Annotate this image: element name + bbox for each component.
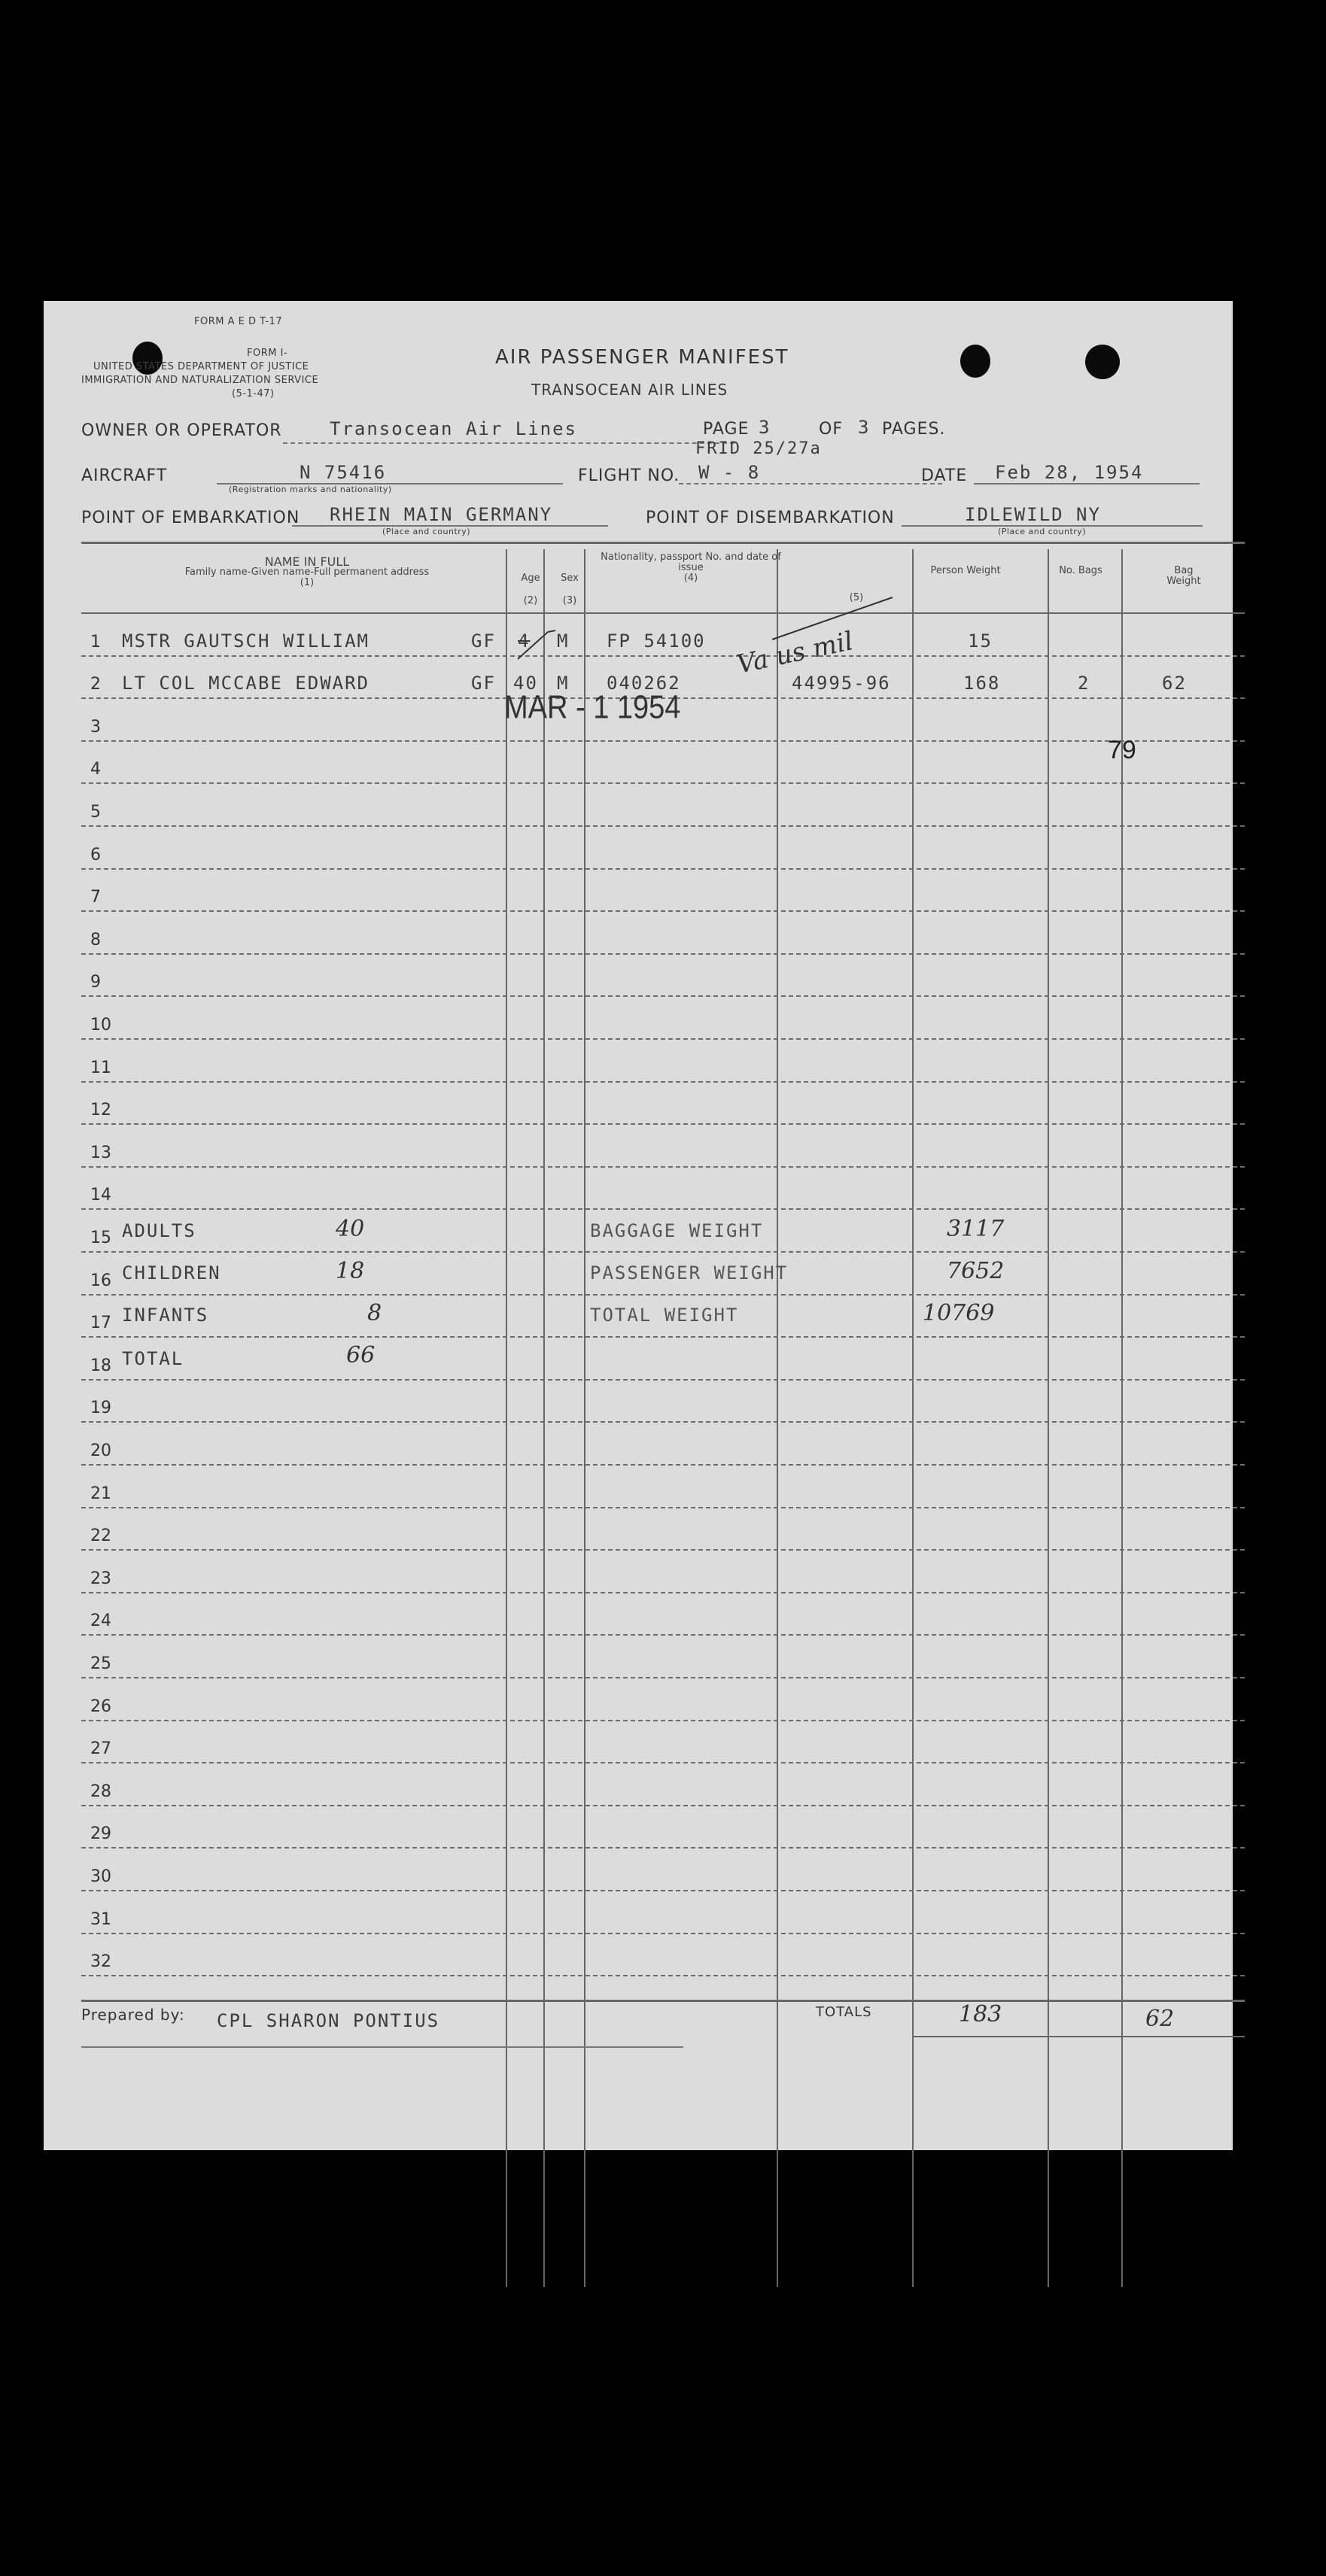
row-rule bbox=[81, 1634, 1245, 1636]
form-id: FORM I- bbox=[247, 348, 288, 359]
row-rule bbox=[81, 1208, 1245, 1210]
row-number: 4 bbox=[90, 760, 101, 779]
page-value: 3 bbox=[759, 417, 771, 438]
owner-underline bbox=[283, 442, 734, 444]
row-rule bbox=[81, 1933, 1245, 1934]
row-number: 7 bbox=[90, 888, 101, 907]
footer-rule bbox=[81, 2000, 1245, 2002]
weight-passenger-value: 7652 bbox=[947, 1258, 1005, 1284]
passenger-2-col5: 44995-96 bbox=[792, 673, 891, 694]
of-label: OF bbox=[819, 420, 843, 439]
embark-value: RHEIN MAIN GERMANY bbox=[330, 504, 553, 525]
weight-baggage-label: BAGGAGE WEIGHT bbox=[590, 1220, 764, 1241]
row-rule bbox=[81, 1379, 1245, 1381]
row-rule bbox=[81, 1294, 1245, 1296]
col-name-header bbox=[134, 554, 480, 588]
passenger-2-weight: 168 bbox=[963, 673, 1001, 694]
col-rule-bag-weight bbox=[1121, 549, 1123, 2287]
owner-value: Transocean Air Lines bbox=[330, 418, 577, 439]
owner-label: OWNER OR OPERATOR bbox=[81, 421, 282, 440]
summary-total-value: 66 bbox=[346, 1342, 376, 1368]
pages-label: PAGES. bbox=[882, 420, 946, 439]
row-number: 32 bbox=[90, 1952, 111, 1972]
col-nationality-title: Nationality, passport No. and date of issue bbox=[601, 551, 781, 573]
col-rule-person-weight bbox=[912, 549, 914, 2287]
row-number: 20 bbox=[90, 1441, 111, 1460]
row-number: 25 bbox=[90, 1654, 111, 1673]
pen-strokes bbox=[495, 587, 917, 677]
table-top-rule bbox=[81, 542, 1245, 544]
form-number: FORM A E D T-17 bbox=[194, 316, 283, 327]
row-number: 10 bbox=[90, 1016, 111, 1034]
punch-hole-far-right bbox=[1085, 345, 1120, 379]
summary-infants-value: 8 bbox=[367, 1300, 382, 1326]
row-number: 3 bbox=[90, 717, 101, 737]
row-number: 27 bbox=[90, 1739, 111, 1759]
row-rule bbox=[81, 868, 1245, 870]
row-number: 18 bbox=[90, 1356, 111, 1375]
row-rule bbox=[81, 1805, 1245, 1806]
col-name-sub: Family name-Given name-Full permanent address bbox=[184, 567, 430, 578]
weight-total-value: 10769 bbox=[923, 1300, 995, 1326]
weight-passenger-label: PASSENGER WEIGHT bbox=[590, 1262, 789, 1283]
col-age-num: (2) bbox=[523, 595, 538, 606]
row-rule bbox=[81, 1464, 1245, 1466]
passenger-2-bags: 2 bbox=[1078, 673, 1090, 694]
manifest-sheet bbox=[44, 301, 1233, 2150]
summary-adults-label: ADULTS bbox=[122, 1220, 196, 1241]
flight-underline bbox=[679, 483, 942, 485]
row-number: 19 bbox=[90, 1399, 111, 1418]
row-number: 22 bbox=[90, 1526, 111, 1546]
airline-subtitle: TRANSOCEAN AIR LINES bbox=[531, 381, 728, 399]
col-rule-age bbox=[506, 549, 507, 2287]
passenger-1-passport: FP 54100 bbox=[607, 630, 706, 652]
passenger-1-weight: 15 bbox=[968, 630, 993, 652]
row-rule bbox=[81, 1890, 1245, 1891]
row-rule bbox=[81, 1166, 1245, 1168]
col-age-title: Age bbox=[521, 573, 540, 584]
row-number: 30 bbox=[90, 1867, 111, 1886]
date-label: DATE bbox=[921, 466, 968, 485]
col-rule-sex bbox=[543, 549, 545, 2287]
col-nationality-num: (4) bbox=[683, 573, 698, 584]
row-rule bbox=[81, 1592, 1245, 1593]
row-rule bbox=[81, 825, 1245, 827]
col-name-title: NAME IN FULL bbox=[264, 554, 350, 569]
row-rule bbox=[81, 953, 1245, 955]
col-rule-nationality bbox=[584, 549, 585, 2287]
col-rule-col5 bbox=[777, 549, 778, 2287]
row-number: 21 bbox=[90, 1484, 111, 1503]
passenger-2-name: LT COL MCCABE EDWARD bbox=[122, 673, 370, 694]
row-rule bbox=[81, 1421, 1245, 1423]
row-rule bbox=[81, 1123, 1245, 1125]
row-rule bbox=[81, 995, 1245, 997]
manifest-title: AIR PASSENGER MANIFEST bbox=[495, 346, 789, 369]
row-rule bbox=[81, 782, 1245, 784]
row-number: 17 bbox=[90, 1314, 111, 1333]
row-number: 24 bbox=[90, 1612, 111, 1631]
punch-hole-right bbox=[960, 345, 990, 378]
pages-value: 3 bbox=[858, 417, 871, 438]
row-rule bbox=[81, 1975, 1245, 1976]
row-number: 2 bbox=[90, 675, 101, 694]
disembark-label: POINT OF DISEMBARKATION bbox=[646, 509, 895, 527]
row-rule bbox=[81, 1677, 1245, 1678]
embark-underline bbox=[292, 525, 608, 527]
prepared-underline bbox=[81, 2046, 683, 2048]
row-number: 23 bbox=[90, 1569, 111, 1588]
form-agency: UNITED STATES DEPARTMENT OF JUSTICE bbox=[93, 361, 309, 372]
row-number: 1 bbox=[90, 632, 101, 652]
passenger-2-dest: GF bbox=[471, 673, 496, 694]
passenger-1-sex: M bbox=[557, 630, 570, 652]
row-rule bbox=[81, 740, 1245, 742]
row-rule bbox=[81, 1847, 1245, 1848]
flight-value: W - 8 bbox=[698, 462, 761, 483]
weight-total-label: TOTAL WEIGHT bbox=[590, 1305, 739, 1326]
row-number: 5 bbox=[90, 803, 101, 822]
disembark-underline bbox=[902, 525, 1203, 527]
row-number: 13 bbox=[90, 1143, 111, 1162]
disembark-note: (Place and country) bbox=[998, 527, 1087, 536]
page-label: PAGE bbox=[703, 420, 750, 439]
form-service: IMMIGRATION AND NATURALIZATION SERVICE bbox=[81, 375, 319, 386]
aircraft-note: (Registration marks and nationality) bbox=[229, 485, 392, 494]
passenger-1-name: MSTR GAUTSCH WILLIAM bbox=[122, 630, 370, 652]
aircraft-label: AIRCRAFT bbox=[81, 466, 168, 485]
flight-label: FLIGHT NO. bbox=[578, 466, 680, 485]
totals-label: TOTALS bbox=[816, 2004, 872, 2020]
date-value: Feb 28, 1954 bbox=[995, 462, 1144, 483]
row-number: 16 bbox=[90, 1271, 111, 1290]
row-number: 8 bbox=[90, 930, 101, 949]
row-rule bbox=[81, 910, 1245, 912]
passenger-1-dest: GF bbox=[471, 630, 496, 652]
row-rule bbox=[81, 1507, 1245, 1508]
row-rule bbox=[81, 1720, 1245, 1721]
aircraft-underline bbox=[217, 483, 563, 485]
prepared-label: Prepared by: bbox=[81, 2006, 185, 2024]
summary-infants-label: INFANTS bbox=[122, 1305, 209, 1326]
col-rule-bags bbox=[1048, 549, 1049, 2287]
col-person-weight-header: Person Weight bbox=[930, 565, 1001, 576]
col-bags-header: No. Bags bbox=[1059, 565, 1102, 576]
row-rule bbox=[81, 1038, 1245, 1040]
row-number: 6 bbox=[90, 845, 101, 864]
frid-value: FRID 25/27a bbox=[695, 439, 822, 458]
embark-label: POINT OF EMBARKATION bbox=[81, 509, 300, 527]
summary-children-value: 18 bbox=[336, 1258, 365, 1284]
col-bag-weight-header: Bag Weight bbox=[1166, 565, 1201, 587]
total-person-weight: 183 bbox=[959, 2001, 1002, 2028]
row-number: 12 bbox=[90, 1101, 111, 1120]
handwritten-note: Va us mil bbox=[734, 626, 856, 680]
margin-number: 79 bbox=[1108, 736, 1136, 764]
summary-children-label: CHILDREN bbox=[122, 1262, 221, 1283]
row-number: 26 bbox=[90, 1697, 111, 1716]
disembark-value: IDLEWILD NY bbox=[965, 504, 1101, 525]
row-number: 28 bbox=[90, 1782, 111, 1801]
summary-adults-value: 40 bbox=[336, 1216, 365, 1242]
date-stamp: MAR - 1 1954 bbox=[504, 689, 681, 727]
row-rule bbox=[81, 1549, 1245, 1551]
passenger-2-sex: M bbox=[557, 673, 570, 694]
row-rule bbox=[81, 1081, 1245, 1083]
col-sex-title: Sex bbox=[561, 573, 579, 584]
aircraft-value: N 75416 bbox=[300, 462, 387, 483]
total-bag-weight: 62 bbox=[1145, 2006, 1175, 2032]
embark-note: (Place and country) bbox=[382, 527, 471, 536]
row-number: 14 bbox=[90, 1186, 111, 1205]
col-nationality-header bbox=[601, 552, 781, 584]
weight-baggage-value: 3117 bbox=[947, 1216, 1005, 1242]
passenger-2-age: 40 bbox=[513, 673, 538, 694]
form-date: (5-1-47) bbox=[232, 388, 275, 399]
passenger-2-passport: 040262 bbox=[607, 673, 681, 694]
row-number: 15 bbox=[90, 1229, 111, 1247]
passenger-2-bag-weight: 62 bbox=[1162, 673, 1187, 694]
row-rule bbox=[81, 1336, 1245, 1338]
row-number: 31 bbox=[90, 1909, 111, 1929]
col-sex-num: (3) bbox=[562, 595, 577, 606]
totals-underline bbox=[912, 2036, 1245, 2037]
col-name-num: (1) bbox=[300, 577, 315, 588]
row-number: 29 bbox=[90, 1824, 111, 1844]
summary-total-label: TOTAL bbox=[122, 1348, 184, 1369]
passenger-1-age: 4 bbox=[518, 630, 531, 652]
row-rule bbox=[81, 1251, 1245, 1253]
prepared-value: CPL SHARON PONTIUS bbox=[217, 2010, 440, 2031]
row-number: 9 bbox=[90, 973, 101, 992]
col5-num: (5) bbox=[849, 592, 864, 603]
date-underline bbox=[974, 483, 1200, 485]
row-number: 11 bbox=[90, 1058, 111, 1077]
row-rule bbox=[81, 1762, 1245, 1763]
